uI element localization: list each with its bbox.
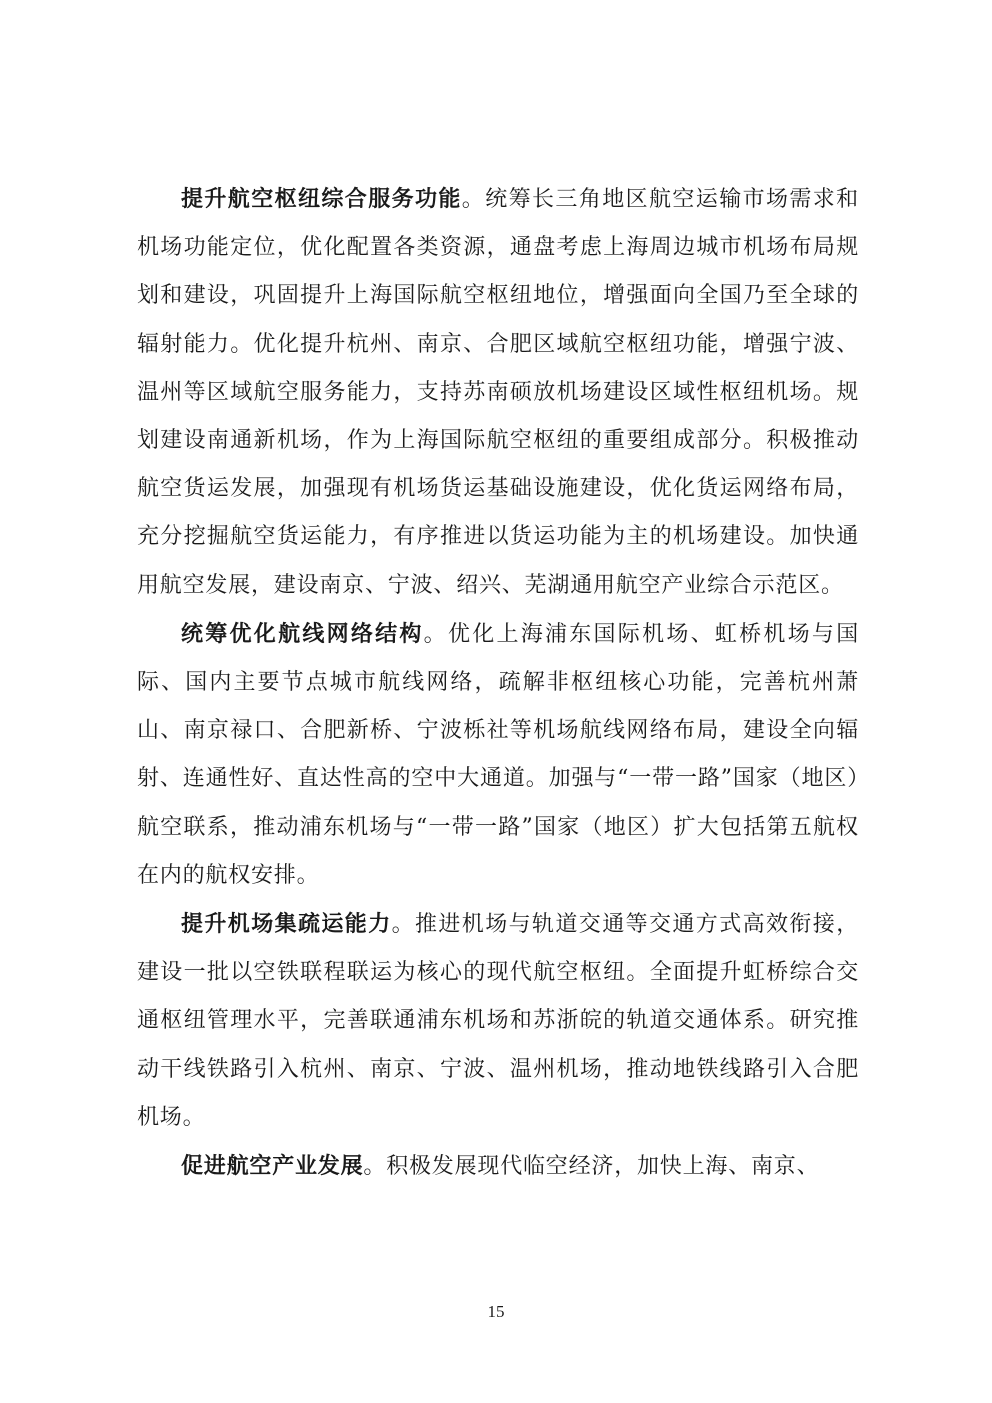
page-number: 15	[487, 1302, 505, 1321]
paragraph-heading: 提升机场集疏运能力	[181, 911, 392, 938]
paragraph-airport-hub-services	[137, 175, 859, 610]
document-body	[137, 175, 859, 1191]
paragraph-route-network	[137, 610, 859, 900]
paragraph-heading: 统筹优化航线网络结构	[181, 620, 424, 647]
paragraph-text: 。推进机场与轨道交通等交通方式高效衔接，建设一批以空铁联程联运为核心的现代航空枢纽。全面提升虹桥综合交通枢纽管理水平，完善联通浦东机场和苏浙皖的轨道交通体系。研究推动干线铁路引入杭州、南京、宁波、温州机场，推动地铁线路引入合肥机场。	[137, 912, 859, 1130]
paragraph-text: 。积极发展现代临空经济，加快上海、南京、	[363, 1154, 820, 1180]
paragraph-text: 。优化上海浦东国际机场、虹桥机场与国际、国内主要节点城市航线网络，疏解非枢纽核心功能，完善杭州萧山、南京禄口、合肥新桥、宁波栎社等机场航线网络布局，建设全向辐射、连通性好、直达性高的空中大通道。加强与“一带一路”国家（地区）航空联系，推动浦东机场与“一带一路”国家（地区）扩大包括第五航权在内的航权安排。	[137, 621, 859, 888]
paragraph-aviation-industry	[137, 1142, 859, 1191]
paragraph-text: 。统筹长三角地区航空运输市场需求和机场功能定位，优化配置各类资源，通盘考虑上海周边城市机场布局规划和建设，巩固提升上海国际航空枢纽地位，增强面向全国乃至全球的辐射能力。优化提升杭州、南京、合肥区域航空枢纽功能，增强宁波、温州等区域航空服务能力，支持苏南硕放机场建设区域性枢纽机场。规划建设南通新机场，作为上海国际航空枢纽的重要组成部分。积极推动航空货运发展，加强现有机场货运基础设施建设，优化货运网络布局，充分挖掘航空货运能力，有序推进以货运功能为主的机场建设。加快通用航空发展，建设南京、宁波、绍兴、芜湖通用航空产业综合示范区。	[137, 187, 859, 598]
paragraph-airport-access	[137, 900, 859, 1142]
paragraph-heading: 促进航空产业发展	[181, 1153, 364, 1180]
paragraph-heading: 提升航空枢纽综合服务功能	[181, 186, 462, 212]
